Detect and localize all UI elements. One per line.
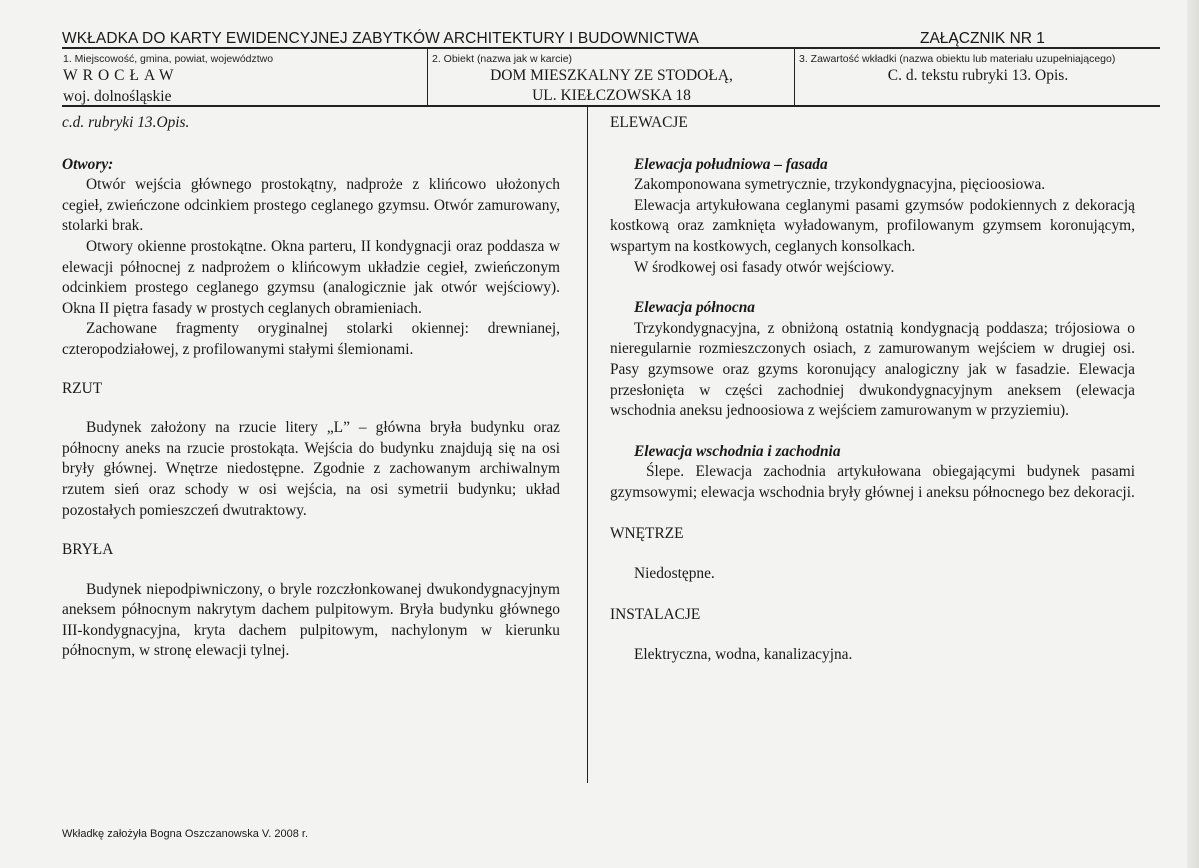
column-divider <box>587 106 588 783</box>
east-west-elevation-heading: Elewacja wschodnia i zachodnia <box>634 442 841 460</box>
installations-heading: INSTALACJE <box>610 605 701 623</box>
right-column <box>610 113 1135 666</box>
form-title: WKŁADKA DO KARTY EWIDENCYJNEJ ZABYTKÓW ARCHITEKTURY I BUDOWNICTWA <box>62 30 699 47</box>
mass-paragraph: Budynek niepodpiwniczony, o bryle rozczłonkowanej dwukondygnacyjnym aneksem północnym nakrytym dachem pulpitowym. Bryła budynku głównego III-kondygnacyjna, kryta dachem pulpitowym, nachylonym w kierunku północnym, w stronę elewacji tylnej. <box>62 580 560 660</box>
field-divider-1 <box>427 48 428 105</box>
header-bottom-rule <box>62 105 1160 107</box>
openings-heading: Otwory: <box>62 155 114 173</box>
field-divider-2 <box>794 48 795 105</box>
south-elevation-paragraph-2: Elewacja artykułowana ceglanymi pasami gzymsów podokiennych z dekoracją kostkową oraz zamknięta wyładowanym, profilowanym gzymsem koronującym, wspartym na kostkowych, ceglanych konsolkach. <box>610 196 1135 255</box>
continuation-note: c.d. rubryki 13.Opis. <box>62 114 190 131</box>
location-province: woj. dolnośląskie <box>63 88 172 105</box>
header-top-rule <box>62 47 1160 49</box>
object-name-line2: UL. KIEŁCZOWSKA 18 <box>532 87 691 104</box>
north-elevation-heading: Elewacja północna <box>634 299 755 317</box>
openings-paragraph-1: Otwór wejścia głównego prostokątny, nadproże z klińcowo ułożonych cegieł, zwieńczone odcinkiem prostego ceglanego gzymsu. Otwór zamurowany, stolarki brak. <box>62 176 560 235</box>
installations-paragraph: Elektryczna, wodna, kanalizacyjna. <box>634 646 853 664</box>
location-city: WROCŁAW <box>63 67 179 84</box>
openings-paragraph-3: Zachowane fragmenty oryginalnej stolarki okiennej: drewnianej, czteropodziałowej, z profilowanymi stałymi ślemionami. <box>62 320 560 358</box>
content-label: 3. Zawartość wkładki (nazwa obiektu lub materiału uzupełniającego) <box>799 53 1116 65</box>
east-west-elevation-paragraph: Ślepe. Elewacja zachodnia artykułowana obiegającymi budynek pasami gzymsowymi; elewacja wschodnia bryły głównej i aneksu północnego bez dekoracji. <box>610 463 1135 501</box>
south-elevation-paragraph-1: Zakomponowana symetrycznie, trzykondygnacyjna, pięcioosiowa. <box>634 176 1046 194</box>
north-elevation-paragraph: Trzykondygnacyjna, z obniżoną ostatnią kondygnacją poddasza; trójosiowa o nieregularnie rozmieszczonych osiach, z zamurowanym wejściem w drugiej osi. Pasy gzymsowe oraz gzyms koronujący analogiczny jak w fasadzie. Elewacja przesłonięta w części zachodniej dwukondygnacyjnym aneksem (elewacja wschodnia aneksu jednoosiowa z wejściem zamurowanym w przyziemiu). <box>610 319 1135 420</box>
location-label: 1. Miejscowość, gmina, powiat, województwo <box>63 53 274 65</box>
south-elevation-paragraph-3: W środkowej osi fasady otwór wejściowy. <box>634 258 895 276</box>
plan-paragraph: Budynek założony na rzucie litery „L” – główna bryła budynku oraz północny aneks na rzucie prostokąta. Wejścia do budynku znajdują się na osi bryły głównej. Wnętrze niedostępne. Zgodnie z zachowanym archiwalnym rzutem sień oraz schody w osi wejścia, na osi symetrii budynku; układ pozostałych pomieszczeń dwutraktowy. <box>62 419 560 519</box>
plan-heading: RZUT <box>62 379 103 397</box>
openings-paragraph-2: Otwory okienne prostokątne. Okna parteru, II kondygnacji oraz poddasza w elewacji północnej z nadprożem o klińcowym układzie cegieł, zwieńczonym odcinkiem prostego ceglanego gzymsu (analogicznie jak otwór wejściowy). Okna II piętra fasady w prostych ceglanych obramieniach. <box>62 237 560 317</box>
interior-paragraph: Niedostępne. <box>634 565 715 583</box>
elevations-heading: ELEWACJE <box>610 114 688 131</box>
author-footer: Wkładkę założyła Bogna Oszczanowska V. 2008 r. <box>62 828 309 840</box>
content-value: C. d. tekstu rubryki 13. Opis. <box>887 67 1069 84</box>
interior-heading: WNĘTRZE <box>610 524 684 542</box>
left-column <box>62 113 560 662</box>
scan-edge <box>1187 0 1199 868</box>
object-name-line1: DOM MIESZKALNY ZE STODOŁĄ, <box>490 67 733 84</box>
annex-number: ZAŁĄCZNIK NR 1 <box>920 30 1045 47</box>
mass-heading: BRYŁA <box>62 541 114 559</box>
south-elevation-heading: Elewacja południowa – fasada <box>634 155 828 173</box>
object-label: 2. Obiekt (nazwa jak w karcie) <box>432 53 573 65</box>
